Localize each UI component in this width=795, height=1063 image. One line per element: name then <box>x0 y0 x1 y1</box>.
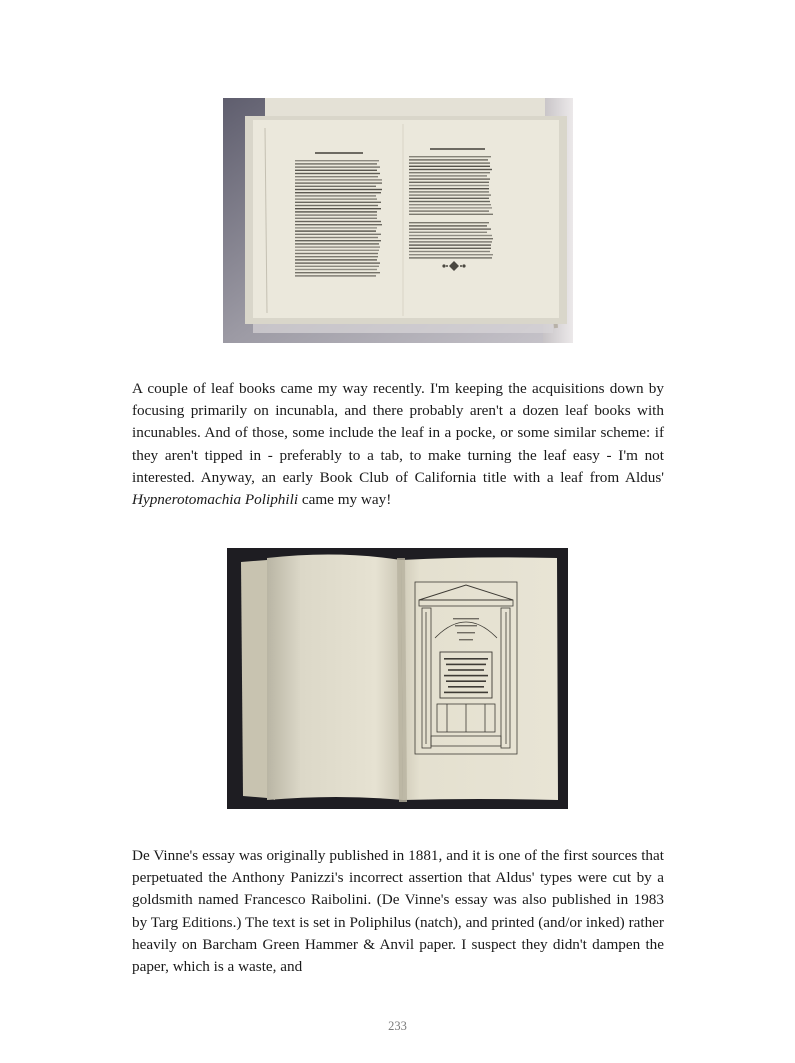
body-paragraph-leaf-books <box>132 378 664 511</box>
paragraph-text-start: A couple of leaf books came my way recently. I'm keeping the acquisitions down by focusing primarily on incunabla, and there probably aren't a dozen leaf books with incunables. And of those, some include the leaf in a pocke, or some similar scheme: if they aren't tipped in - preferably to a tab, to make turning the leaf easy - I'm not interested. Anyway, an early Book Club of California title with a leaf from Aldus' <box>132 380 664 486</box>
book-title-page-image <box>227 548 568 809</box>
photo-open-leaf-book <box>223 98 573 343</box>
photo-book-title-page <box>227 548 568 809</box>
paragraph-text: De Vinne's essay was originally published in 1881, and it is one of the first sources that perpetuated the Anthony Panizzi's incorrect assertion that Aldus' types were cut by a goldsmith named Francesco Raibolini. (De Vinne's essay was also published in 1983 by Targ Editions.) The text is set in Poliphilus (natch), and printed (and/or inked) rather heavily on Barcham Green Hammer & Anvil paper. I suspect they didn't dampen the paper, which is a waste, and <box>132 847 664 976</box>
paragraph-text-end: came my way! <box>298 491 392 509</box>
body-paragraph-de-vinne-essay <box>132 845 664 978</box>
page-number: 233 <box>388 1019 407 1033</box>
open-leaf-book-image <box>223 98 573 343</box>
book-title-italic: Hypnerotomachia Poliphili <box>132 491 299 509</box>
